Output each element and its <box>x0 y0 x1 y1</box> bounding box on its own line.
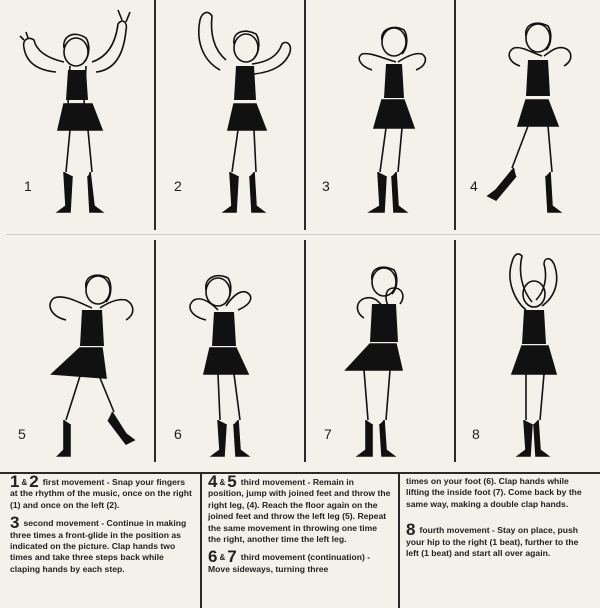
dance-figure-5 <box>6 240 154 470</box>
dance-figure-3 <box>306 0 454 230</box>
dance-figure-2 <box>156 0 304 230</box>
step-8 <box>406 520 592 559</box>
divider <box>0 472 600 474</box>
step-amp: & <box>219 553 226 563</box>
step-text: fourth movement - Stay on place, push your hip to the right (1 beat), further to the left (1 beat) and start all over again. <box>406 525 579 559</box>
step-text: third movement - Remain in position, jump with joined feet and throw the right leg, (4). Reach the floor again on the joined feet and throw the left leg (5). Repeat the same movement in throwing one time the right, another time the left leg. <box>208 477 391 545</box>
step-text: first movement - Snap your fingers at the rhythm of the music, once on the right (1) and once on the left (2). <box>10 477 192 510</box>
instructions-column-3 <box>406 476 592 565</box>
panel-number: 3 <box>322 178 330 194</box>
step-number: 5 <box>227 472 237 491</box>
dance-figure-1 <box>6 0 154 230</box>
divider <box>200 472 202 608</box>
step-4-5 <box>208 472 392 545</box>
step-6-7-continued <box>406 476 592 510</box>
step-number: 2 <box>29 472 39 491</box>
divider <box>6 234 600 235</box>
step-text: third movement (continuation) - Move sideways, turning three <box>208 552 371 574</box>
panel-number: 8 <box>472 426 480 442</box>
step-amp: & <box>21 478 28 487</box>
step-number: 8 <box>406 520 416 540</box>
instructions-column-2 <box>208 472 392 581</box>
panel-number: 6 <box>174 426 182 442</box>
step-number: 7 <box>227 547 237 567</box>
dance-figure-8 <box>456 240 600 470</box>
divider <box>398 472 400 608</box>
step-3 <box>10 513 194 575</box>
step-1-2 <box>10 472 194 511</box>
panel-number: 4 <box>470 178 478 194</box>
step-number: 3 <box>10 513 20 533</box>
step-number: 4 <box>208 472 218 491</box>
dance-figure-4 <box>456 0 600 230</box>
step-6-7 <box>208 547 392 575</box>
step-text: times on your foot (6). Clap hands while lifting the inside foot (7). Come back by the same way, making a double clap hands. <box>406 476 582 509</box>
illustration-grid <box>6 0 600 470</box>
dance-figure-6 <box>156 240 304 470</box>
instructions-column-1 <box>10 472 194 581</box>
panel-number: 5 <box>18 426 26 442</box>
step-number: 6 <box>208 547 218 567</box>
step-amp: & <box>219 478 226 487</box>
step-number: 1 <box>10 472 20 491</box>
step-text: second movement - Continue in making three times a front-glide in the position as indicated on the picture. Clap hands two times and take three steps back while claping hands by each step. <box>10 518 187 574</box>
panel-number: 7 <box>324 426 332 442</box>
panel-number: 2 <box>174 178 182 194</box>
dance-figure-7 <box>306 240 454 470</box>
panel-number: 1 <box>24 178 32 194</box>
instructions-area <box>0 472 600 608</box>
